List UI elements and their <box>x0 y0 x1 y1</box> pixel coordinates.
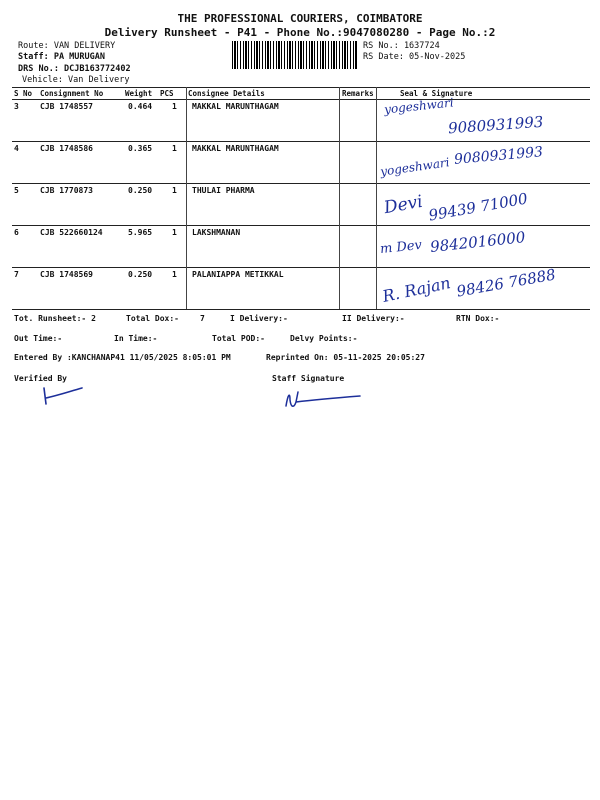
column-divider <box>186 87 187 309</box>
row-weight: 5.965 <box>128 228 153 237</box>
row-consignee: LAKSHMANAN <box>192 228 241 237</box>
row-consignee: THULAI PHARMA <box>192 186 255 195</box>
row-consignment: CJB 1748586 <box>40 144 93 153</box>
row-consignee: MAKKAL MARUNTHAGAM <box>192 102 279 111</box>
rs-date: RS Date: 05-Nov-2025 <box>363 52 466 62</box>
row-consignment: CJB 1770873 <box>40 186 93 195</box>
row-pcs: 1 <box>172 144 177 153</box>
company-title: THE PROFESSIONAL COURIERS, COIMBATORE <box>177 12 423 25</box>
row-sno: 6 <box>14 228 19 237</box>
staff-signature-label: Staff Signature <box>272 374 345 383</box>
row-consignee: PALANIAPPA METIKKAL <box>192 270 284 279</box>
signature-name: Devi <box>382 191 425 219</box>
column-divider <box>376 87 377 309</box>
route-label: Route: VAN DELIVERY <box>18 41 116 51</box>
col-header-sno: S No <box>14 89 33 98</box>
drs-number: DRS No.: DCJB163772402 <box>18 64 131 74</box>
verified-by-label: Verified By <box>14 374 67 383</box>
row-weight: 0.250 <box>128 270 153 279</box>
row-pcs: 1 <box>172 270 177 279</box>
col-header-pcs: PCS <box>160 89 174 98</box>
table-bottom-border <box>12 309 590 310</box>
col-header-consignment: Consignment No <box>40 89 104 98</box>
verified-by-signature <box>38 384 88 410</box>
col-header-signature: Seal & Signature <box>400 89 473 98</box>
i-delivery: I Delivery:- <box>230 314 288 323</box>
rtn-dox: RTN Dox:- <box>456 314 500 323</box>
signature-phone: 9080931993 <box>453 144 544 168</box>
total-runsheet: Tot. Runsheet:- 2 <box>14 314 96 323</box>
total-pod: Total POD:- <box>212 334 265 343</box>
row-weight: 0.365 <box>128 144 153 153</box>
row-pcs: 1 <box>172 228 177 237</box>
runsheet-subtitle: Delivery Runsheet - P41 - Phone No.:9047080280 - Page No.:2 <box>104 26 496 39</box>
total-dox-value: 7 <box>200 314 205 323</box>
out-time: Out Time:- <box>14 334 63 343</box>
vehicle-label: Vehicle: Van Delivery <box>22 75 130 85</box>
row-pcs: 1 <box>172 102 177 111</box>
signature-phone: 99439 71000 <box>427 189 530 225</box>
row-sno: 4 <box>14 144 19 153</box>
signature-phone: 9080931993 <box>447 112 544 138</box>
table-top-border <box>12 87 590 88</box>
row-divider <box>12 267 590 268</box>
row-divider <box>12 141 590 142</box>
reprinted-on: Reprinted On: 05-11-2025 20:05:27 <box>266 353 425 362</box>
col-header-consignee: Consignee Details <box>188 89 265 98</box>
column-divider <box>339 87 340 309</box>
rs-number: RS No.: 1637724 <box>363 41 440 51</box>
row-divider <box>12 225 590 226</box>
row-sno: 7 <box>14 270 19 279</box>
row-sno: 3 <box>14 102 19 111</box>
signature-name: yogeshwari <box>379 155 451 179</box>
signature-name: R. Rajan <box>380 273 453 306</box>
row-pcs: 1 <box>172 186 177 195</box>
total-dox-label: Total Dox:- <box>126 314 179 323</box>
row-sno: 5 <box>14 186 19 195</box>
entered-by: Entered By :KANCHANAP41 11/05/2025 8:05:01 PM <box>14 353 231 362</box>
staff-label: Staff: PA MURUGAN <box>18 52 105 62</box>
row-weight: 0.250 <box>128 186 153 195</box>
signature-name: yogeshwari <box>383 95 455 117</box>
row-consignee: MAKKAL MARUNTHAGAM <box>192 144 279 153</box>
row-consignment: CJB 1748557 <box>40 102 93 111</box>
in-time: In Time:- <box>114 334 158 343</box>
table-header-border <box>12 99 590 100</box>
signature-phone: 98426 76888 <box>455 265 558 301</box>
row-weight: 0.464 <box>128 102 153 111</box>
row-divider <box>12 183 590 184</box>
signature-phone: 9842016000 <box>429 228 527 256</box>
ii-delivery: II Delivery:- <box>342 314 405 323</box>
signature-name: m Dev <box>379 237 423 258</box>
col-header-weight: Weight <box>125 89 153 98</box>
row-consignment: CJB 522660124 <box>40 228 103 237</box>
delivery-points: Delvy Points:- <box>290 334 358 343</box>
barcode-image <box>232 41 357 69</box>
col-header-remarks: Remarks <box>342 89 374 98</box>
staff-signature-mark <box>282 386 366 412</box>
row-consignment: CJB 1748569 <box>40 270 93 279</box>
